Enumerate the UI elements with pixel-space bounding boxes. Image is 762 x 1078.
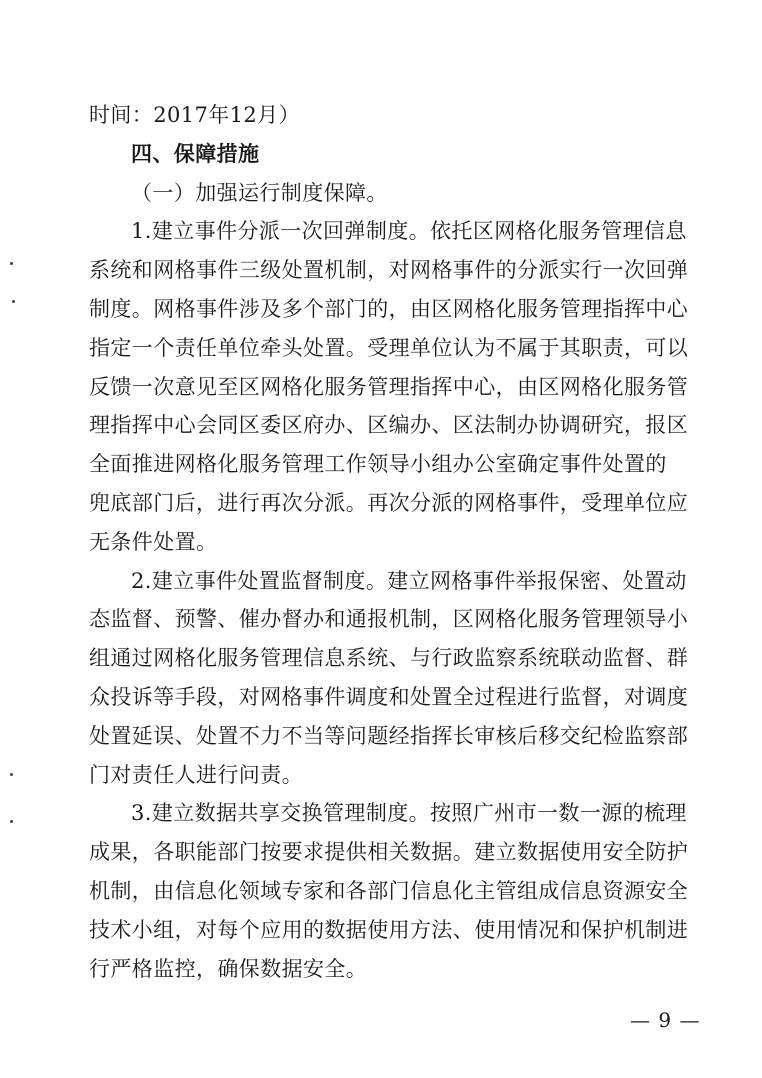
- text-line: 态监督、预警、催办督办和通报机制，区网格化服务管理领导小: [89, 607, 689, 632]
- text-line: 制度。网格事件涉及多个部门的，由区网格化服务管理指挥中心: [89, 297, 689, 321]
- text-line: 众投诉等手段，对网格事件调度和处置全过程进行监督，对调度: [89, 685, 689, 709]
- text-line: 兜底部门后，进行再次分派。再次分派的网格事件，受理单位应: [89, 491, 689, 515]
- text-line: 理指挥中心会同区委区府办、区编办、区法制办协调研究，报区: [89, 413, 689, 438]
- text-line: 行严格监控，确保数据安全。: [89, 956, 368, 981]
- text-line: 指定一个责任单位牵头处置。受理单位认为不属于其职责，可以: [89, 335, 689, 360]
- scan-mark: [10, 773, 13, 776]
- text-line: 成果，各职能部门按要求提供相关数据。建立数据使用安全防护: [89, 840, 689, 865]
- text-line: （一）加强运行制度保障。: [131, 180, 388, 205]
- text-line: 3.建立数据共享交换管理制度。按照广州市一数一源的梳理: [131, 801, 687, 826]
- text-line: 系统和网格事件三级处置机制，对网格事件的分派实行一次回弹: [89, 258, 689, 283]
- text-line: 处置延误、处置不力不当等问题经指挥长审核后移交纪检监察部: [89, 723, 689, 748]
- text-line: 技术小组，对每个应用的数据使用方法、使用情况和保护机制进: [89, 917, 689, 942]
- text-line: 无条件处置。: [89, 529, 218, 554]
- text-line: 反馈一次意见至区网格化服务管理指挥中心，由区网格化服务管: [89, 374, 689, 399]
- text-line: 1.建立事件分派一次回弹制度。依托区网格化服务管理信息: [131, 219, 687, 244]
- scan-mark: [10, 262, 13, 265]
- text-line: 组通过网格化服务管理信息系统、与行政监察系统联动监督、群: [89, 646, 689, 671]
- scan-mark: [12, 300, 15, 303]
- text-line: 门对责任人进行问责。: [89, 762, 303, 787]
- text-line: 时间：2017年12月）: [89, 103, 300, 127]
- section-heading: 四、保障措施: [131, 141, 260, 166]
- text-line: 2.建立事件处置监督制度。建立网格事件举报保密、处置动: [131, 568, 687, 593]
- text-line: 机制，由信息化领域专家和各部门信息化主管组成信息资源安全: [89, 879, 689, 903]
- text-line: 全面推进网格化服务管理工作领导小组办公室确定事件处置的: [89, 452, 667, 477]
- scan-mark: [10, 820, 13, 823]
- page-number: — 9 —: [630, 1008, 701, 1032]
